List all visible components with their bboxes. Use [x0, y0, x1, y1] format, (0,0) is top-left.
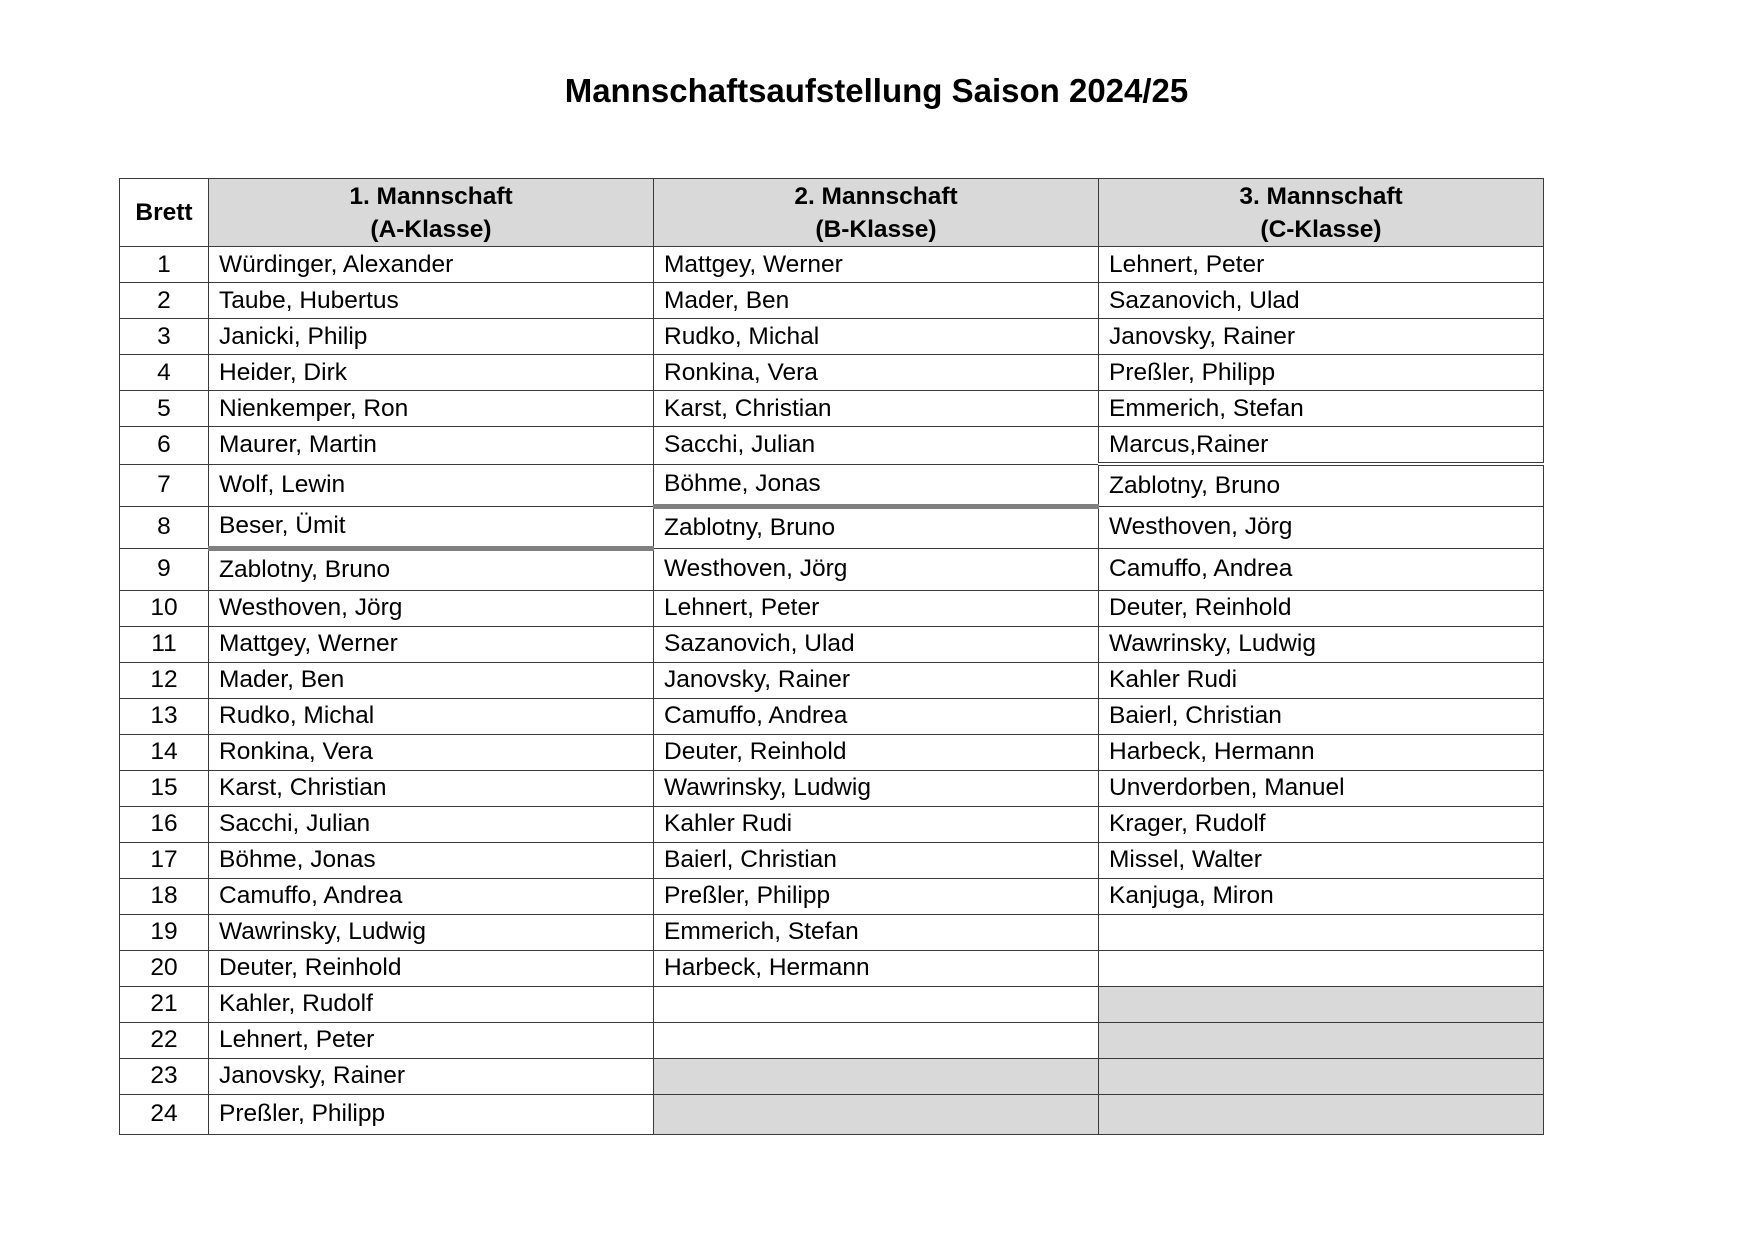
table-row: [120, 950, 1544, 986]
team-1-class: (A-Klasse): [370, 215, 492, 243]
team-3-player: Sazanovich, Ulad: [1099, 283, 1544, 319]
team-2-player: Westhoven, Jörg: [654, 548, 1099, 590]
brett-number: 14: [120, 734, 209, 770]
table-row: [120, 986, 1544, 1022]
brett-number: 21: [120, 986, 209, 1022]
brett-number: 7: [120, 464, 209, 506]
brett-number: 13: [120, 698, 209, 734]
team-2-player: Kahler Rudi: [654, 806, 1099, 842]
team-1-player: Deuter, Reinhold: [209, 950, 654, 986]
brett-number: 2: [120, 283, 209, 319]
brett-number: 16: [120, 806, 209, 842]
team-1-player: Mattgey, Werner: [209, 626, 654, 662]
team-1-player: Böhme, Jonas: [209, 842, 654, 878]
brett-number: 3: [120, 319, 209, 355]
team-2-player: Mattgey, Werner: [654, 247, 1099, 283]
team-3-player: Kanjuga, Miron: [1099, 878, 1544, 914]
table-row: [120, 391, 1544, 427]
team-3-player: Unverdorben, Manuel: [1099, 770, 1544, 806]
team-3-empty-cell: [1099, 914, 1544, 950]
team-1-player: Maurer, Martin: [209, 427, 654, 465]
team-1-player: Würdinger, Alexander: [209, 247, 654, 283]
table-row: [120, 427, 1544, 465]
brett-number: 4: [120, 355, 209, 391]
brett-number: 24: [120, 1094, 209, 1134]
team-1-player: Janovsky, Rainer: [209, 1058, 654, 1094]
team-2-player: Camuffo, Andrea: [654, 698, 1099, 734]
team-3-unused-cell: [1099, 1022, 1544, 1058]
team-2-player: Mader, Ben: [654, 283, 1099, 319]
team-2-class: (B-Klasse): [815, 215, 937, 243]
page-title: Mannschaftsaufstellung Saison 2024/25: [564, 72, 1189, 109]
team-3-player: Wawrinsky, Ludwig: [1099, 626, 1544, 662]
table-row: [120, 770, 1544, 806]
team-1-header: [209, 179, 654, 247]
brett-number: 11: [120, 626, 209, 662]
table-row: [120, 842, 1544, 878]
team-2-player: Deuter, Reinhold: [654, 734, 1099, 770]
table-row: [120, 464, 1544, 506]
team-3-header: [1099, 179, 1544, 247]
team-3-player: Westhoven, Jörg: [1099, 506, 1544, 548]
brett-number: 8: [120, 506, 209, 548]
team-3-player: Missel, Walter: [1099, 842, 1544, 878]
team-1-player: Wawrinsky, Ludwig: [209, 914, 654, 950]
table-row: [120, 1094, 1544, 1134]
team-2-unused-cell: [654, 1058, 1099, 1094]
team-3-player: Marcus,Rainer: [1099, 427, 1544, 465]
table-row: [120, 914, 1544, 950]
team-2-empty-cell: [654, 1022, 1099, 1058]
team-1-player: Janicki, Philip: [209, 319, 654, 355]
brett-number: 20: [120, 950, 209, 986]
brett-number: 15: [120, 770, 209, 806]
team-3-player: Camuffo, Andrea: [1099, 548, 1544, 590]
team-1-player: Kahler, Rudolf: [209, 986, 654, 1022]
header-row: [120, 179, 1544, 247]
team-2-empty-cell: [654, 986, 1099, 1022]
team-1-player: Heider, Dirk: [209, 355, 654, 391]
team-3-player: Krager, Rudolf: [1099, 806, 1544, 842]
brett-number: 12: [120, 662, 209, 698]
team-2-player: Karst, Christian: [654, 391, 1099, 427]
team-3-player: Lehnert, Peter: [1099, 247, 1544, 283]
team-1-player: Lehnert, Peter: [209, 1022, 654, 1058]
team-2-player: Sazanovich, Ulad: [654, 626, 1099, 662]
team-3-player: Emmerich, Stefan: [1099, 391, 1544, 427]
team-1-player: Nienkemper, Ron: [209, 391, 654, 427]
team-2-player: Harbeck, Hermann: [654, 950, 1099, 986]
team-2-player: Baierl, Christian: [654, 842, 1099, 878]
team-2-player: Lehnert, Peter: [654, 590, 1099, 626]
table-row: [120, 734, 1544, 770]
table-row: [120, 698, 1544, 734]
team-1-player: Preßler, Philipp: [209, 1094, 654, 1134]
team-1-player: Zablotny, Bruno: [209, 548, 654, 590]
brett-number: 9: [120, 548, 209, 590]
team-3-unused-cell: [1099, 1058, 1544, 1094]
team-3-player: Preßler, Philipp: [1099, 355, 1544, 391]
team-2-player: Janovsky, Rainer: [654, 662, 1099, 698]
team-1-player: Beser, Ümit: [209, 506, 654, 548]
table-row: [120, 878, 1544, 914]
team-3-unused-cell: [1099, 986, 1544, 1022]
team-3-player: Deuter, Reinhold: [1099, 590, 1544, 626]
table-row: [120, 548, 1544, 590]
brett-number: 22: [120, 1022, 209, 1058]
brett-number: 23: [120, 1058, 209, 1094]
team-2-header: [654, 179, 1099, 247]
brett-number: 18: [120, 878, 209, 914]
brett-number: 10: [120, 590, 209, 626]
brett-column-header: Brett: [120, 179, 209, 247]
team-2-player: Böhme, Jonas: [654, 464, 1099, 506]
team-3-empty-cell: [1099, 950, 1544, 986]
table-row: [120, 626, 1544, 662]
team-1-player: Karst, Christian: [209, 770, 654, 806]
table-row: [120, 247, 1544, 283]
team-2-player: Zablotny, Bruno: [654, 506, 1099, 548]
team-1-name: 1. Mannschaft: [349, 182, 513, 210]
team-3-player: Zablotny, Bruno: [1099, 464, 1544, 506]
team-3-class: (C-Klasse): [1260, 215, 1382, 243]
team-1-player: Mader, Ben: [209, 662, 654, 698]
team-2-player: Rudko, Michal: [654, 319, 1099, 355]
table-row: [120, 355, 1544, 391]
team-2-player: Sacchi, Julian: [654, 427, 1099, 465]
team-3-unused-cell: [1099, 1094, 1544, 1134]
table-row: [120, 590, 1544, 626]
table-row: [120, 283, 1544, 319]
team-2-player: Emmerich, Stefan: [654, 914, 1099, 950]
team-1-player: Taube, Hubertus: [209, 283, 654, 319]
brett-number: 6: [120, 427, 209, 465]
team-1-player: Sacchi, Julian: [209, 806, 654, 842]
team-2-player: Preßler, Philipp: [654, 878, 1099, 914]
brett-number: 19: [120, 914, 209, 950]
team-2-player: Wawrinsky, Ludwig: [654, 770, 1099, 806]
table-row: [120, 1058, 1544, 1094]
team-1-player: Camuffo, Andrea: [209, 878, 654, 914]
team-3-player: Janovsky, Rainer: [1099, 319, 1544, 355]
table-row: [120, 506, 1544, 548]
table-row: [120, 1022, 1544, 1058]
team-1-player: Ronkina, Vera: [209, 734, 654, 770]
brett-number: 5: [120, 391, 209, 427]
team-3-player: Baierl, Christian: [1099, 698, 1544, 734]
team-2-player: Ronkina, Vera: [654, 355, 1099, 391]
table-row: [120, 806, 1544, 842]
team-3-player: Kahler Rudi: [1099, 662, 1544, 698]
team-2-name: 2. Mannschaft: [794, 182, 958, 210]
team-2-unused-cell: [654, 1094, 1099, 1134]
team-1-player: Rudko, Michal: [209, 698, 654, 734]
table-row: [120, 319, 1544, 355]
team-3-name: 3. Mannschaft: [1239, 182, 1403, 210]
brett-number: 1: [120, 247, 209, 283]
table-row: [120, 662, 1544, 698]
lineup-table: [119, 178, 1544, 1135]
team-3-player: Harbeck, Hermann: [1099, 734, 1544, 770]
team-1-player: Westhoven, Jörg: [209, 590, 654, 626]
brett-number: 17: [120, 842, 209, 878]
team-1-player: Wolf, Lewin: [209, 464, 654, 506]
